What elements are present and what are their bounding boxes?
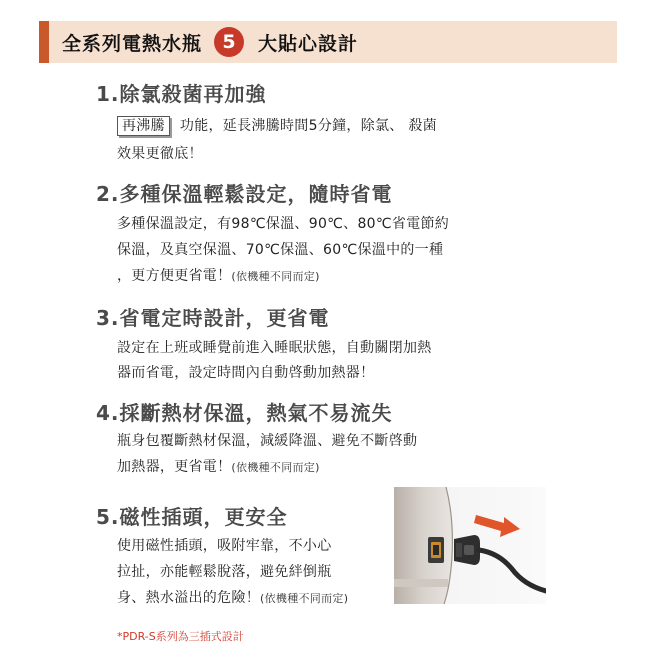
section-4-note: (依機種不同而定) (231, 461, 320, 474)
section-1-title: 1.除氯殺菌再加強 (96, 82, 267, 106)
section-5-line-3-text: 身、熱水溢出的危險！ (117, 590, 260, 606)
banner-title (62, 27, 358, 57)
section-2-title: 2.多種保溫輕鬆設定，隨時省電 (96, 182, 393, 206)
section-1-line-1 (117, 115, 437, 136)
section-2-line-3 (117, 265, 320, 285)
section-1-line-2: 效果更徹底！ (117, 146, 203, 162)
section-3-title: 3.省電定時設計，更省電 (96, 306, 330, 330)
banner-title-prefix: 全系列電熱水瓶 (62, 32, 203, 55)
section-4-line-2 (117, 456, 320, 476)
reboil-label-box: 再沸騰 (117, 116, 170, 136)
section-5-line-2: 拉扯，亦能輕鬆脫落，避免絆倒瓶 (117, 564, 332, 580)
footnote: *PDR-S系列為三插式設計 (117, 630, 244, 643)
section-5-title: 5.磁性插頭，更安全 (96, 505, 288, 529)
section-5-note: (依機種不同而定) (260, 592, 349, 605)
section-2-line-2: 保溫，及真空保溫、70℃保溫、60℃保溫中的一種 (117, 242, 444, 258)
title-banner (39, 21, 617, 63)
section-5-line-1: 使用磁性插頭，吸附牢靠，不小心 (117, 538, 332, 554)
section-4-line-1: 瓶身包覆斷熱材保溫，減緩降溫、避免不斷啓動 (117, 433, 418, 449)
section-4-line-2-text: 加熱器，更省電！ (117, 459, 232, 475)
magnetic-plug-illustration (394, 487, 546, 604)
number-badge: 5 (214, 27, 244, 57)
section-2-line-1: 多種保溫設定，有98℃保溫、90℃、80℃省電節約 (117, 216, 450, 232)
section-3-line-1: 設定在上班或睡覺前進入睡眠狀態，自動關閉加熱 (117, 340, 432, 356)
banner-title-suffix: 大貼心設計 (258, 32, 359, 55)
section-5-line-3 (117, 587, 348, 607)
section-3-line-2: 器而省電，設定時間內自動啓動加熱器！ (117, 365, 375, 381)
section-2-note: (依機種不同而定) (231, 270, 320, 283)
section-1-line-1-text: 功能，延長沸騰時間5分鐘，除氯、 殺菌 (179, 118, 437, 134)
section-2-line-3-text: ，更方便更省電！ (117, 268, 232, 284)
magnetic-plug-photo (394, 487, 546, 604)
section-4-title: 4.採斷熱材保溫，熱氣不易流失 (96, 401, 393, 425)
banner-accent-bar (39, 21, 49, 63)
